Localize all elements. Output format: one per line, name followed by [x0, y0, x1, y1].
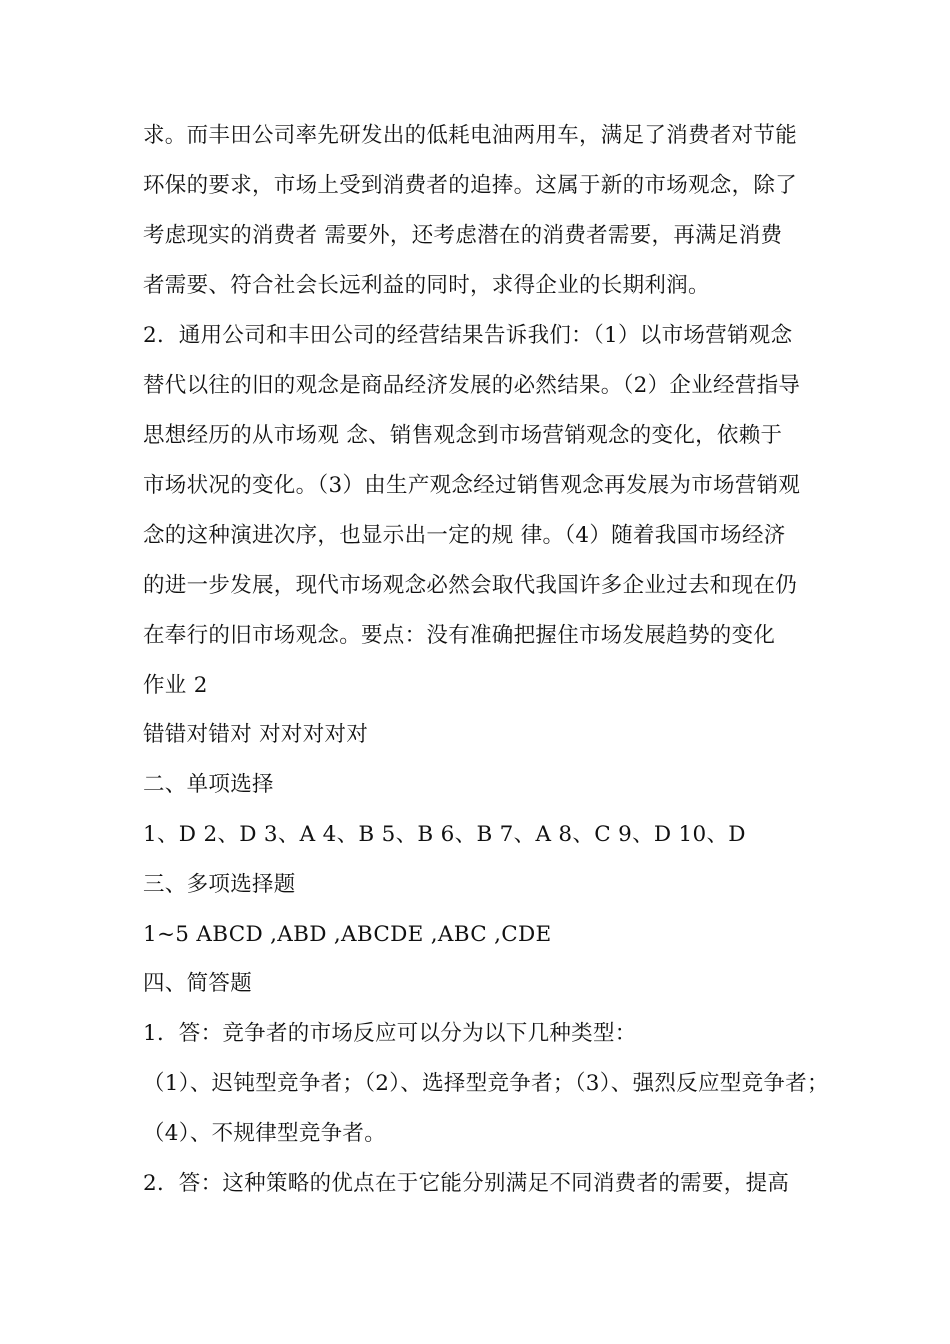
text-line-10: 的进一步发展，现代市场观念必然会取代我国许多企业过去和现在仍: [143, 573, 798, 598]
multiple-choice-answers: 1~5 ABCD ,ABD ,ABCDE ,ABC ,CDE: [143, 922, 552, 947]
section-heading-multiple-choice: 三、多项选择题: [143, 872, 296, 897]
short-answer-1: 1．答：竞争者的市场反应可以分为以下几种类型：: [143, 1021, 637, 1046]
text-line-9: 念的这种演进次序，也显示出一定的规 律。（4）随着我国市场经济: [143, 523, 786, 548]
text-line-2: 环保的要求，市场上受到消费者的追捧。这属于新的市场观念，除了: [143, 173, 798, 198]
text-line-1: 求。而丰田公司率先研发出的低耗电油两用车，满足了消费者对节能: [143, 123, 798, 148]
section-heading-single-choice: 二、单项选择: [143, 772, 274, 797]
text-line-6: 替代以往的旧的观念是商品经济发展的必然结果。（2）企业经营指导: [143, 373, 801, 398]
true-false-answers: 错错对错对 对对对对对: [143, 722, 369, 747]
short-answer-1-types-b: （4）、不规律型竞争者。: [143, 1121, 387, 1146]
text-line-3: 考虑现实的消费者 需要外，还考虑潜在的消费者需要，再满足消费: [143, 223, 783, 248]
text-line-8: 市场状况的变化。（3）由生产观念经过销售观念再发展为市场营销观: [143, 473, 801, 498]
short-answer-2: 2．答：这种策略的优点在于它能分别满足不同消费者的需要，提高: [143, 1171, 790, 1196]
text-line-5: 2．通用公司和丰田公司的经营结果告诉我们：（1）以市场营销观念: [143, 323, 793, 348]
text-line-11: 在奉行的旧市场观念。要点：没有准确把握住市场发展趋势的变化: [143, 623, 776, 648]
short-answer-1-types-a: （1）、迟钝型竞争者；（2）、选择型竞争者；（3）、强烈反应型竞争者；: [143, 1071, 829, 1096]
section-heading-short-answer: 四、简答题: [143, 971, 253, 996]
text-line-4: 者需要、符合社会长远利益的同时，求得企业的长期利润。: [143, 273, 710, 298]
single-choice-answers: 1、D 2、D 3、A 4、B 5、B 6、B 7、A 8、C 9、D 10、D: [143, 822, 746, 847]
section-title-homework-2: 作业 2: [143, 673, 208, 698]
text-line-7: 思想经历的从市场观 念、销售观念到市场营销观念的变化，依赖于: [143, 423, 783, 448]
